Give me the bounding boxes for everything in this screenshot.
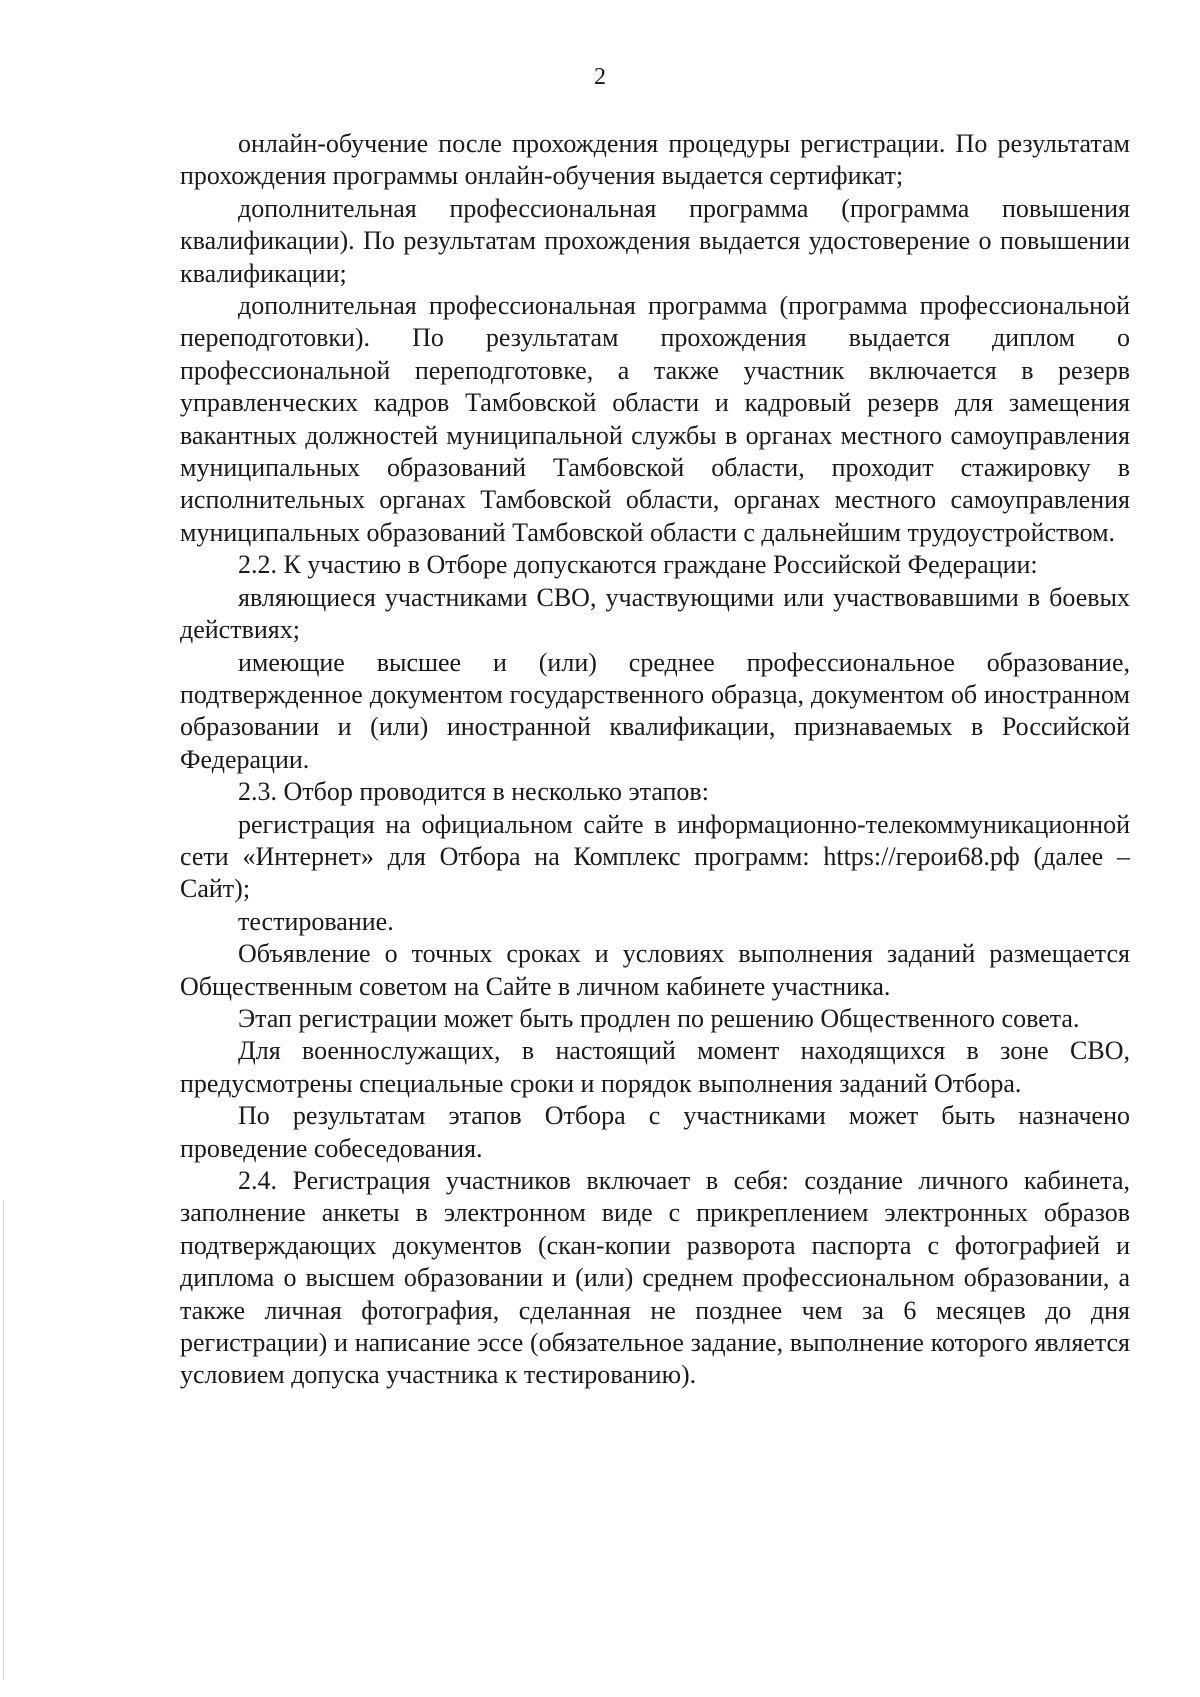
paragraph-registration-stage: регистрация на официальном сайте в информационно-телекоммуникационной сети «Интернет» для Отбора на Комплекс программ: https://герои68.рф (далее – Сайт); xyxy=(180,809,1130,904)
paragraph-online-training: онлайн-обучение после прохождения процедуры регистрации. По результатам прохождения программы онлайн-обучения выдается сертификат; xyxy=(180,129,1130,191)
paragraph-qualification-program: дополнительная профессиональная программа (программа повышения квалификации). По результатам прохождения выдается удостоверение о повышении квалификации; xyxy=(180,193,1130,288)
scan-edge-line xyxy=(3,1200,4,1680)
paragraph-military-terms: Для военнослужащих, в настоящий момент находящихся в зоне СВО, предусмотрены специальные сроки и порядок выполнения заданий Отбора. xyxy=(180,1036,1130,1098)
paragraph-retraining-program: дополнительная профессиональная программа (программа профессиональной переподготовки). По результатам прохождения выдается диплом о профессиональной переподготовке, а также участник включается в резерв управленческих кадров Тамбовской области и кадровый резерв для замещения вакантных должностей муниципальной службы в органах местного самоуправления муниципальных образований Тамбовской области, проходит стажировку в исполнительных органах Тамбовской области, органах местного самоуправления муниципальных образований Тамбовской области с дальнейшим трудоустройством. xyxy=(180,291,1130,547)
paragraph-2-3-stages: 2.3. Отбор проводится в несколько этапов: xyxy=(238,777,709,807)
paragraph-education-requirement: имеющие высшее и (или) среднее профессиональное образование, подтвержденное документом государственного образца, документом об иностранном образовании и (или) иностранной квалификации, признаваемых в Российской Федерации. xyxy=(180,647,1130,774)
paragraph-announcement: Объявление о точных сроках и условиях выполнения заданий размещается Общественным советом на Сайте в личном кабинете участника. xyxy=(180,939,1130,1001)
paragraph-2-4-registration: 2.4. Регистрация участников включает в себя: создание личного кабинета, заполнение анкеты в электронном виде с прикреплением электронных образов подтверждающих документов (скан-копии разворота паспорта с фотографией и диплома о высшем образовании и (или) среднем профессиональном образовании, а также личная фотография, сделанная не позднее чем за 6 месяцев до дня регистрации) и написание эссе (обязательное задание, выполнение которого является условием допуска участника к тестированию). xyxy=(180,1166,1130,1390)
paragraph-interview: По результатам этапов Отбора с участниками может быть назначено проведение собеседования. xyxy=(180,1101,1130,1163)
paragraph-svo-participants: являющиеся участниками СВО, участвующими или участвовавшими в боевых действиях; xyxy=(180,582,1130,645)
paragraph-testing-stage: тестирование. xyxy=(238,906,394,936)
paragraph-2-2-eligibility: 2.2. К участию в Отборе допускаются граждане Российской Федерации: xyxy=(238,550,1038,580)
paragraph-registration-extension: Этап регистрации может быть продлен по решению Общественного совета. xyxy=(238,1003,1080,1033)
page-number: 2 xyxy=(594,64,606,90)
document-body xyxy=(180,128,1130,1392)
